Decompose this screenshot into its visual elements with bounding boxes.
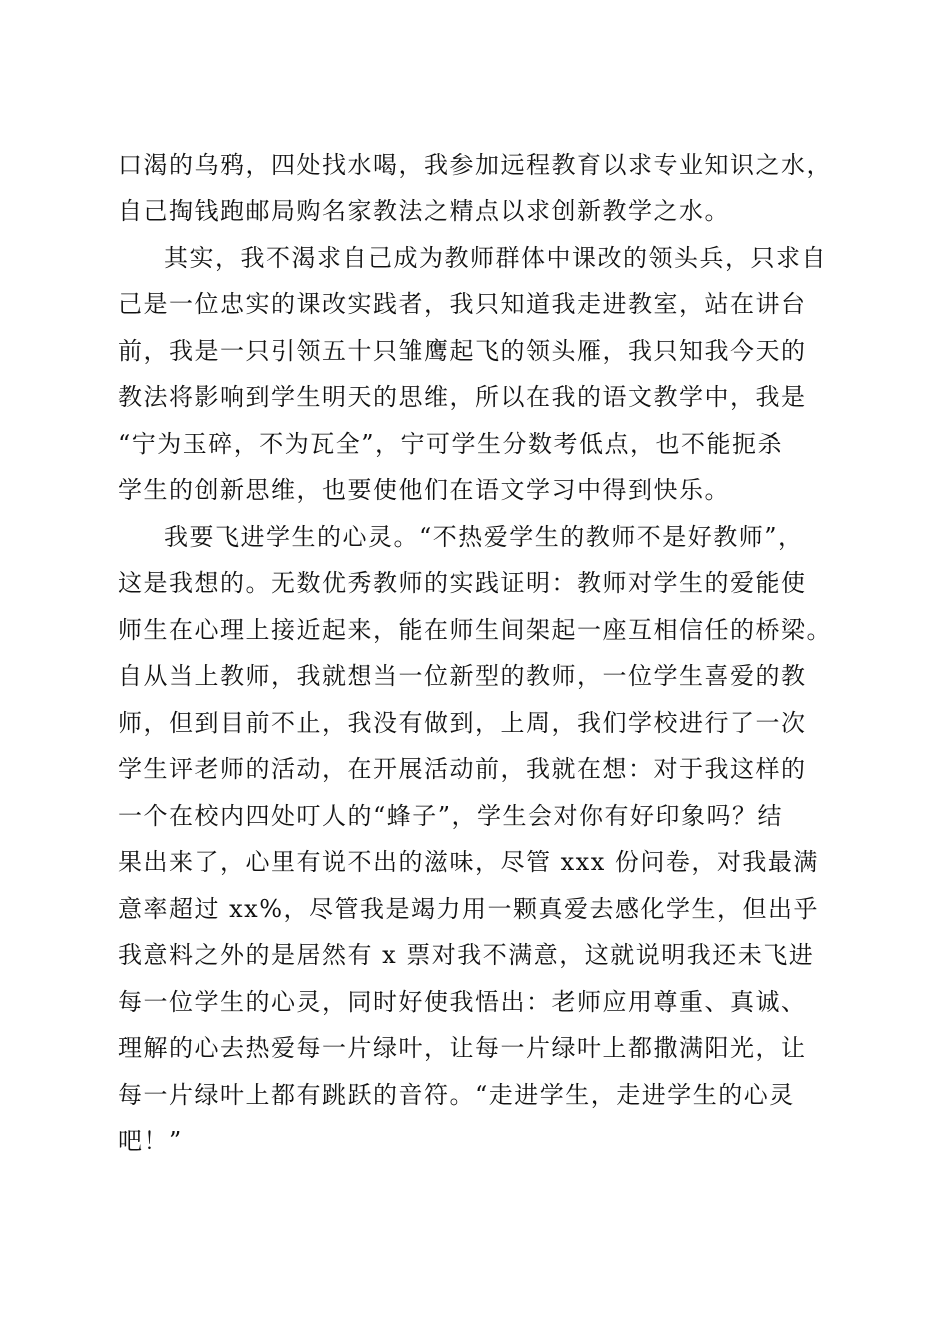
text-line: 理解的心去热爱每一片绿叶，让每一片绿叶上都撒满阳光，让 — [118, 1034, 807, 1062]
text-line: 前，我是一只引领五十只雏鹰起飞的领头雁，我只知我今天的 — [118, 337, 807, 365]
text-line: 己是一位忠实的课改实践者，我只知道我走进教室，站在讲台 — [118, 290, 807, 318]
paragraph-start-line: 我要飞进学生的心灵。“不热爱学生的教师不是好教师”， — [164, 523, 804, 551]
text-line: 每一位学生的心灵，同时好使我悟出：老师应用尊重、真诚、 — [118, 988, 807, 1016]
text-line: 这是我想的。无数优秀教师的实践证明：教师对学生的爱能使 — [118, 569, 807, 597]
text-line: 吧！” — [118, 1127, 183, 1155]
text-line: 自己掏钱跑邮局购名家教法之精点以求创新教学之水。 — [118, 197, 730, 225]
text-line: “宁为玉碎，不为瓦全”，宁可学生分数考低点，也不能扼杀 — [118, 430, 784, 458]
text-line: 学生评老师的活动，在开展活动前，我就在想：对于我这样的 — [118, 755, 807, 783]
paragraph-start-line: 其实，我不渴求自己成为教师群体中课改的领头兵，只求自 — [164, 244, 827, 272]
text-line: 学生的创新思维，也要使他们在语文学习中得到快乐。 — [118, 476, 730, 504]
text-line: 果出来了，心里有说不出的滋味，尽管 xxx 份问卷，对我最满 — [118, 848, 819, 876]
text-line: 一个在校内四处叮人的“蜂子”，学生会对你有好印象吗？结 — [118, 802, 784, 830]
text-line: 每一片绿叶上都有跳跃的音符。“走进学生，走进学生的心灵 — [118, 1081, 795, 1109]
text-line: 意率超过 xx%，尽管我是竭力用一颗真爱去感化学生，但出乎 — [118, 895, 820, 923]
text-line: 我意料之外的是居然有 x 票对我不满意，这就说明我还未飞进 — [118, 941, 815, 969]
text-line: 教法将影响到学生明天的思维，所以在我的语文教学中，我是 — [118, 383, 807, 411]
text-line: 师，但到目前不止，我没有做到，上周，我们学校进行了一次 — [118, 709, 807, 737]
text-line: 自从当上教师，我就想当一位新型的教师，一位学生喜爱的教 — [118, 662, 807, 690]
text-line: 口渴的乌鸦，四处找水喝，我参加远程教育以求专业知识之水， — [118, 151, 832, 179]
text-line: 师生在心理上接近起来，能在师生间架起一座互相信任的桥梁。 — [118, 616, 832, 644]
